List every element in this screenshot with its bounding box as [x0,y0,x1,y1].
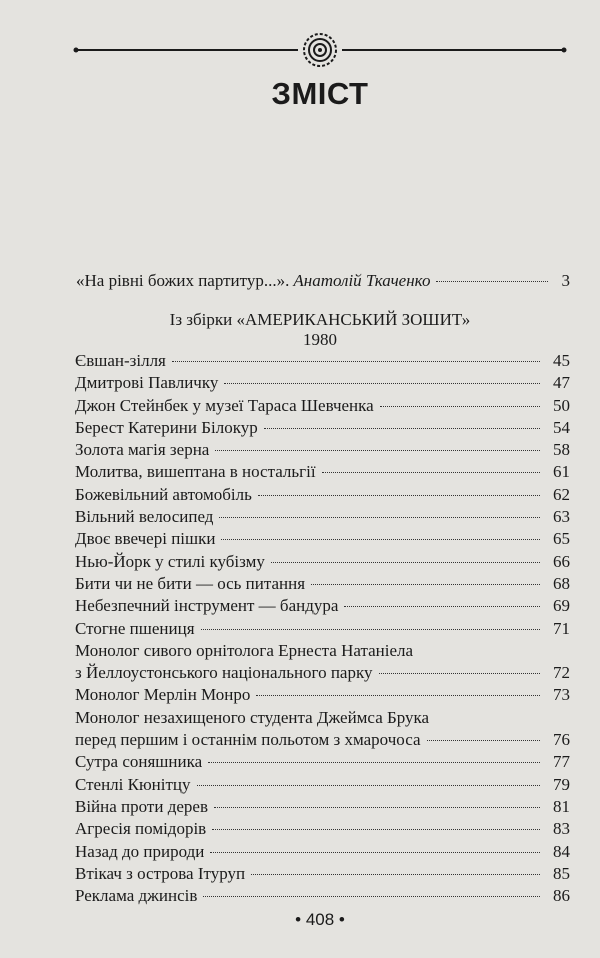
dot-leader [251,874,540,875]
toc-entry-page-number: 73 [553,685,570,705]
toc-entry-page-number: 68 [553,573,570,593]
toc-entry[interactable] [75,417,570,439]
toc-entry-line [75,841,570,863]
dot-leader [436,281,548,282]
toc-entry-page-number: 76 [553,730,570,750]
toc-entry-line [75,751,570,773]
toc-entry-title: Божевільний автомобіль [75,484,252,504]
toc-entry-title: Монолог незахищеного студента Джеймса Брука [75,707,430,727]
toc-entry-page-number: 69 [553,596,570,616]
toc-entry-page-number: 61 [553,462,570,482]
toc-entry[interactable] [75,885,570,907]
dot-leader [215,450,540,451]
toc-entry-title: Двоє ввечері пішки [75,529,216,549]
toc-entry-line [75,395,570,417]
toc-entry[interactable] [75,863,570,885]
dot-leader [214,807,540,808]
toc-entry[interactable] [75,551,570,573]
intro-title: «На рівні божих партитур...». [76,271,290,290]
dot-leader [212,829,540,830]
toc-entry[interactable] [75,372,570,394]
toc-entry-title: з Йеллоустонського національного парку [75,663,373,683]
toc-entry-title: Стогне пшениця [75,618,195,638]
toc-entry-title: Бити чи не бити — ось питання [75,573,306,593]
dot-leader [172,361,540,362]
dot-leader [258,495,540,496]
toc-entry-line [75,707,570,729]
toc-entry-title: Агресія помідорів [75,819,207,839]
dot-leader [224,383,540,384]
toc-entry-page-number: 54 [553,417,570,437]
toc-entry-page-number: 62 [553,484,570,504]
toc-entry-title: Вільний велосипед [75,507,214,527]
collection-heading: Із збірки «АМЕРИКАНСЬКИЙ ЗОШИТ» [169,310,471,329]
toc-entry[interactable] [75,461,570,483]
toc-entry-line [75,551,570,573]
toc-entry-title: Берест Катерини Білокур [75,417,258,437]
toc-entry[interactable] [75,573,570,595]
toc-entry[interactable] [75,595,570,617]
dot-leader [264,428,540,429]
toc-entry-page-number: 85 [553,863,570,883]
dot-leader [203,896,540,897]
dot-leader [271,562,540,563]
toc-entry-page-number: 83 [553,819,570,839]
toc-entry[interactable] [75,528,570,550]
page-number: • 408 • [295,910,345,929]
intro-author: Анатолій Ткаченко [293,271,431,290]
toc-entry-title: Реклама джинсів [75,886,198,906]
toc-entry-line [75,439,570,461]
toc-entry-page-number: 81 [553,796,570,816]
toc-entry-line [75,573,570,595]
toc-entry-title: Молитва, вишептана в ностальгії [75,462,316,482]
toc-entry-line [75,618,570,640]
ornament-divider-icon [70,28,570,72]
dot-leader [197,785,540,786]
dot-leader [427,740,540,741]
toc-entry-line [75,774,570,796]
toc-entry-title: Євшан-зілля [75,351,166,370]
toc-entry-title: Сутра соняшника [75,752,203,772]
toc-entry-line [75,350,570,372]
toc-entry-title: Назад до природи [75,841,205,861]
toc-entry[interactable] [75,395,570,417]
dot-leader [322,472,540,473]
toc-entry-title: перед першим і останнім польотом з хмарочоса [75,730,421,750]
toc-entry-line [75,417,570,439]
toc-entry-page-number: 47 [553,373,570,393]
dot-leader [221,539,540,540]
toc-entry[interactable] [75,707,570,752]
intro-page-number: 3 [561,271,570,290]
toc-entry[interactable] [75,684,570,706]
toc-entry-page-number: 77 [553,752,570,772]
dot-leader [380,406,540,407]
page-title: ЗМІСТ [271,76,369,111]
toc-entry-title: Війна проти дерев [75,796,208,816]
toc-entry-line [75,684,570,706]
toc-entry-page-number: 84 [553,841,570,861]
toc-entry[interactable] [75,751,570,773]
toc-entry-line [75,863,570,885]
toc-entry-page-number: 86 [553,886,570,906]
toc-entry-title: Монолог Мерлін Монро [75,685,251,705]
toc-entry-title: Втікач з острова Ітуруп [75,863,246,883]
dot-leader [201,629,540,630]
dot-leader [210,852,540,853]
toc-entry-line [75,729,570,751]
toc-entry-line [75,528,570,550]
toc-entry-page-number: 50 [553,395,570,415]
toc-entry-page-number: 65 [553,529,570,549]
dot-leader [219,517,540,518]
toc-entry-page-number: 66 [553,551,570,571]
toc-entry-line [75,885,570,907]
toc-entry[interactable] [75,618,570,640]
toc-entry[interactable] [75,774,570,796]
toc-entry-line [75,461,570,483]
toc-entry[interactable] [75,796,570,818]
toc-entry-title: Монолог сивого орнітолога Ернеста Натаніела [75,640,414,660]
toc-entry-title: Нью-Йорк у стилі кубізму [75,551,265,571]
toc-entry-title: Золота магія зерна [75,440,210,460]
toc-intro-entry[interactable] [76,271,570,291]
toc-entry[interactable] [75,506,570,528]
toc-entry-line [75,484,570,506]
toc-entry-page-number: 71 [553,618,570,638]
toc-entry-page-number: 72 [553,663,570,683]
toc-entry[interactable] [75,818,570,840]
toc-entry[interactable] [75,350,570,372]
toc-entry-line [75,796,570,818]
toc-entry-title: Небезпечний інструмент — бандура [75,596,339,616]
toc-entry-line [75,818,570,840]
toc-entry[interactable] [75,439,570,461]
toc-entry-line [75,506,570,528]
toc-entry-page-number: 45 [553,351,570,370]
toc-entry-title: Стенлі Кюнітцу [75,774,191,794]
dot-leader [379,673,541,674]
toc-entry-title: Дмитрові Павличку [75,373,219,393]
toc-entry[interactable] [75,484,570,506]
toc-entry-line [75,595,570,617]
collection-year: 1980 [303,330,337,349]
toc-entry-line [75,640,570,662]
toc-entry-page-number: 63 [553,507,570,527]
toc-entry-page-number: 79 [553,774,570,794]
toc-entry-title: Джон Стейнбек у музеї Тараса Шевченка [75,395,374,415]
toc-entry-page-number: 58 [553,440,570,460]
dot-leader [208,762,540,763]
toc-entry-line [75,372,570,394]
dot-leader [256,695,540,696]
dot-leader [311,584,540,585]
toc-entry-line [75,662,570,684]
toc-list [75,350,570,907]
dot-leader [344,606,540,607]
toc-entry[interactable] [75,640,570,685]
toc-entry[interactable] [75,841,570,863]
